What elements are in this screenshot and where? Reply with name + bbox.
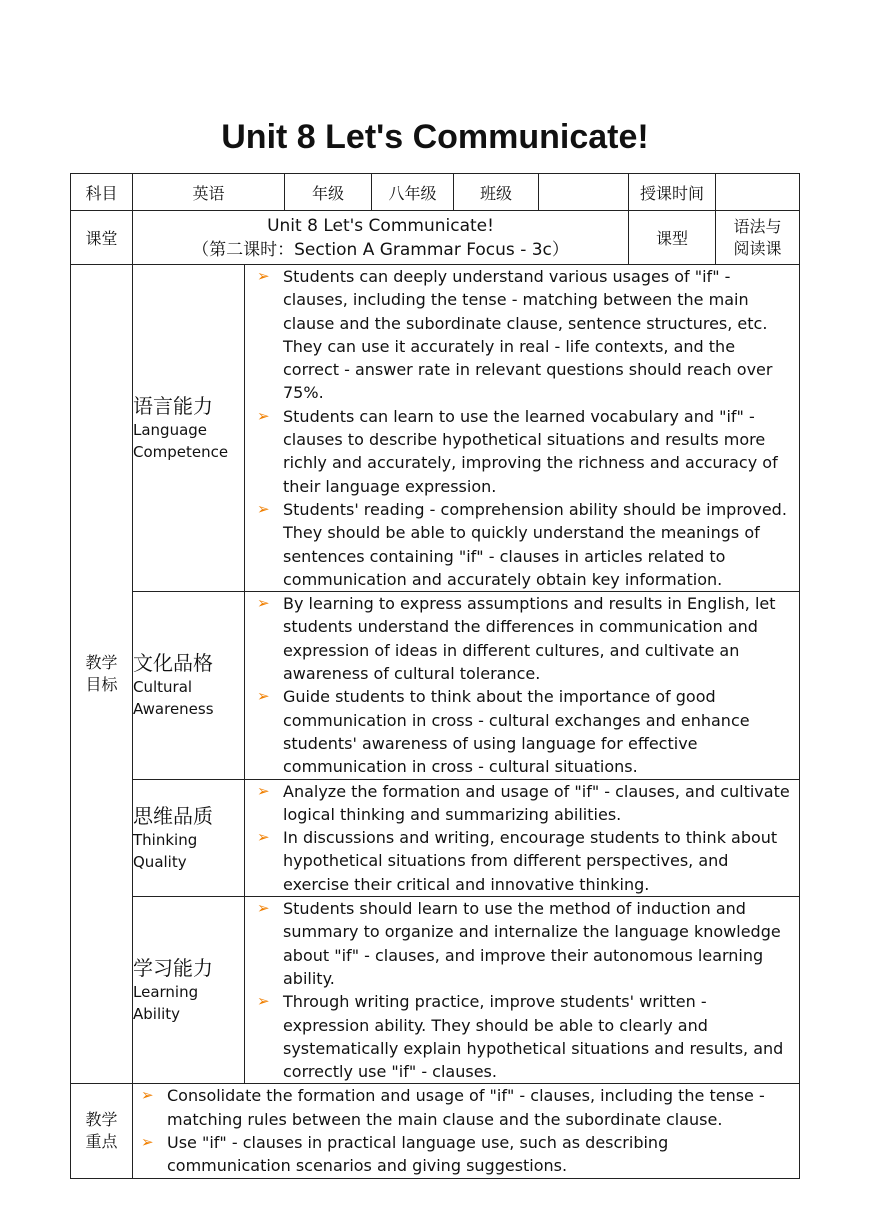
time-label: 授课时间	[629, 174, 716, 211]
key-points-row	[71, 1084, 800, 1178]
list-item: ➢ Students' reading - comprehension ability should be improved. They should be able to quickly understand the meanings of sentences containing "if" - clauses in articles related to communication and accurately obtain key information.	[257, 499, 787, 589]
lesson-label: 课堂	[71, 211, 133, 265]
grade-label: 年级	[285, 174, 372, 211]
list-item: ➢ Students should learn to use the method of induction and summary to organize and internalize the language knowledge about "if" - clauses, and improve their autonomous learning ability.	[257, 899, 781, 988]
arrow-bullet-icon: ➢	[141, 1086, 154, 1105]
objective-group-thinking: 思维品质 Thinking Quality	[133, 779, 245, 896]
arrow-bullet-icon: ➢	[257, 499, 270, 518]
arrow-bullet-icon: ➢	[257, 406, 270, 425]
list-item: ➢ Use "if" - clauses in practical language use, such as describing communication scenarios and giving suggestions.	[141, 1132, 669, 1176]
header-row	[71, 174, 800, 211]
objective-row-learning	[71, 897, 800, 1084]
objective-items-thinking	[245, 779, 800, 896]
lesson-title-line1: Unit 8 Let's Communicate!	[267, 215, 494, 236]
class-label: 班级	[454, 174, 539, 211]
objective-items-culture	[245, 592, 800, 779]
arrow-bullet-icon: ➢	[257, 687, 270, 706]
objective-row-culture	[71, 592, 800, 779]
lesson-title-cell	[133, 211, 629, 265]
objective-group-language: 语言能力 Language Competence	[133, 265, 245, 592]
arrow-bullet-icon: ➢	[257, 594, 270, 613]
arrow-bullet-icon: ➢	[257, 899, 270, 918]
list-item: ➢ Consolidate the formation and usage of "if" - clauses, including the tense - matching rules between the main clause and the subordinate clause.	[141, 1086, 765, 1129]
class-value	[539, 174, 629, 211]
list-item: ➢ Analyze the formation and usage of "if" - clauses, and cultivate logical thinking and summarizing abilities.	[257, 781, 790, 824]
list-item: ➢ In discussions and writing, encourage students to think about hypothetical situations from different perspectives, and exercise their critical and innovative thinking.	[257, 828, 778, 894]
objective-group-culture: 文化品格 Cultural Awareness	[133, 592, 245, 779]
lesson-title-line2: （第二课时：Section A Grammar Focus - 3c）	[192, 239, 569, 260]
objective-row-language	[71, 265, 800, 592]
list-item: ➢ Students can learn to use the learned vocabulary and "if" - clauses to describe hypothetical situations and results more richly and accurately, improving the richness and accuracy of their language expression.	[257, 406, 778, 496]
objective-items-learning	[245, 897, 800, 1084]
list-item: ➢ Students can deeply understand various usages of "if" - clauses, including the tense - matching between the main clause and the subordinate clause, sentence structures, etc. They can use it accurately in real - life contexts, and the correct - answer rate in relevant questions should reach over 75%.	[257, 267, 773, 403]
lesson-type-label: 课型	[629, 211, 716, 265]
lesson-plan-table	[70, 173, 800, 1179]
list-item: ➢ By learning to express assumptions and results in English, let students understand the differences in communication and expression of ideas in different cultures, and cultivate an awareness of cultural tolerance.	[257, 594, 776, 684]
time-value	[716, 174, 800, 211]
arrow-bullet-icon: ➢	[257, 828, 270, 847]
arrow-bullet-icon: ➢	[257, 992, 270, 1011]
arrow-bullet-icon: ➢	[257, 781, 270, 800]
subject-label: 科目	[71, 174, 133, 211]
key-points-items	[133, 1084, 800, 1178]
list-item: ➢ Through writing practice, improve students' written - expression ability. They should be able to clearly and systematically explain hypothetical situations and results, and correctly use "if" - clauses.	[257, 992, 784, 1082]
subject-value: 英语	[133, 174, 285, 211]
arrow-bullet-icon: ➢	[257, 267, 270, 285]
grade-value: 八年级	[372, 174, 454, 211]
list-item: ➢ Guide students to think about the importance of good communication in cross - cultural exchanges and enhance students' awareness of using language for effective communication in cross - cultural situations.	[257, 687, 750, 777]
page-title: Unit 8 Let's Communicate!	[221, 118, 649, 156]
lesson-row	[71, 211, 800, 265]
objective-items-language	[245, 265, 800, 592]
objective-group-learning: 学习能力 Learning Ability	[133, 897, 245, 1084]
arrow-bullet-icon: ➢	[141, 1132, 154, 1151]
key-points-label: 教学重点	[71, 1084, 133, 1178]
objective-row-thinking	[71, 779, 800, 896]
lesson-type-value: 语法与阅读课	[716, 211, 800, 265]
objectives-label: 教学目标	[71, 265, 133, 1084]
